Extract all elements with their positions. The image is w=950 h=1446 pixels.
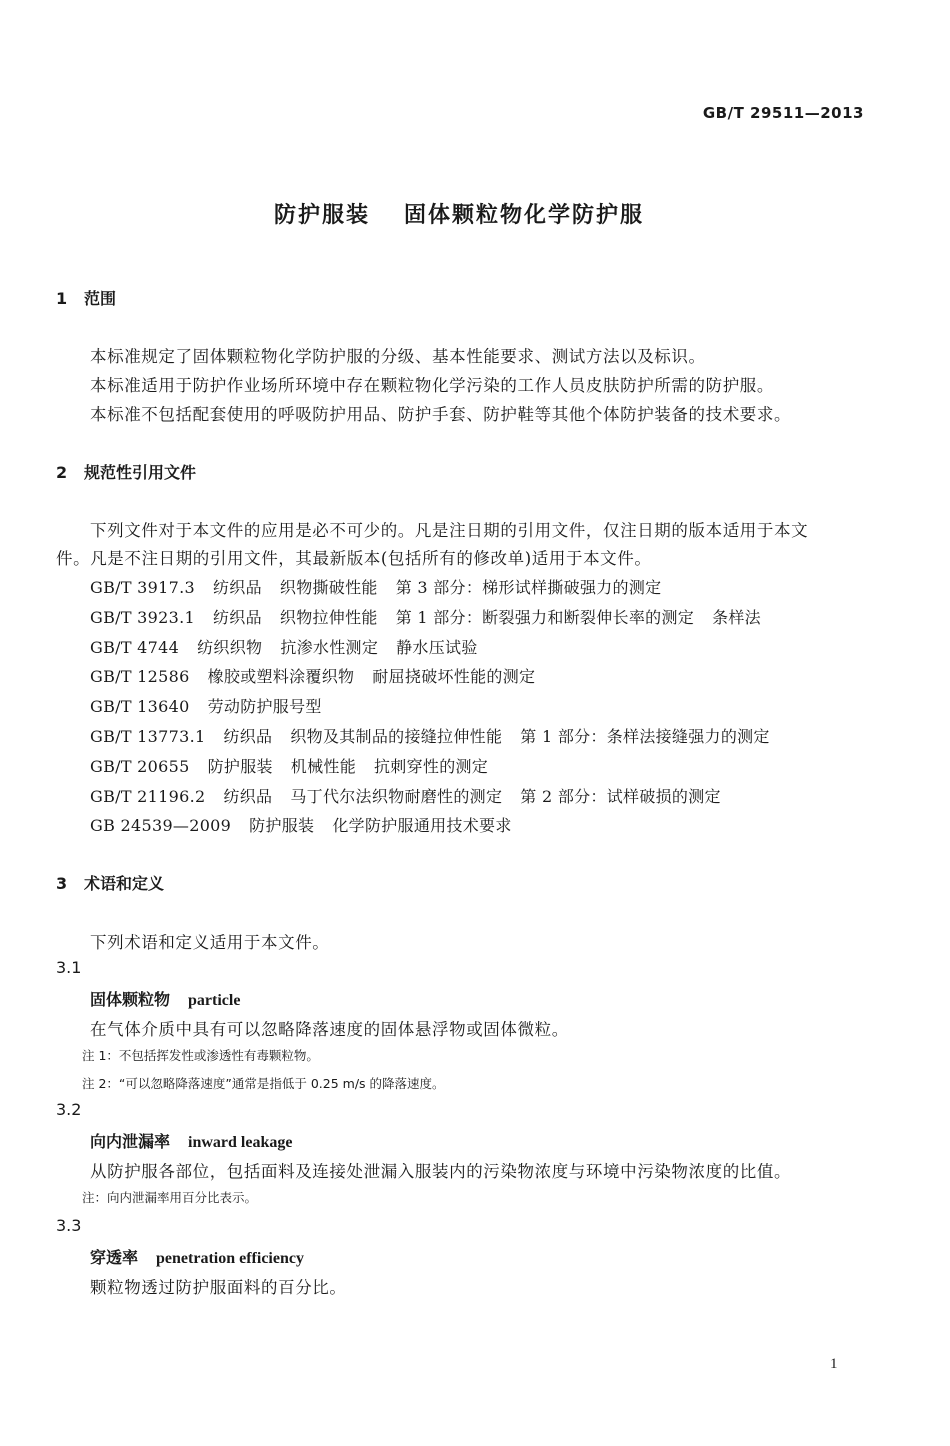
term-note: 注 2：“可以忽略降落速度”通常是指低于 0.25 m/s 的降落速度。 (82, 1076, 445, 1091)
section-2-number: 2 (56, 463, 68, 482)
term-definition: 从防护服各部位，包括面料及连接处泄漏入服装内的污染物浓度与环境中污染物浓度的比值。 (90, 1162, 792, 1181)
reference-title-part: 抗渗水性测定 (280, 637, 379, 657)
reference-title-part: 第 1 部分：断裂强力和断裂伸长率的测定 (395, 607, 695, 627)
term-definition: 在气体介质中具有可以忽略降落速度的固体悬浮物或固体微粒。 (90, 1020, 569, 1039)
reference-code: GB/T 13773.1 (90, 727, 206, 746)
reference-item (90, 694, 322, 717)
section-3-heading (56, 871, 164, 894)
reference-title-part: 橡胶或塑料涂覆织物 (207, 667, 355, 687)
term-number: 3.1 (56, 958, 82, 977)
reference-title-part: 织物及其制品的接缝拉伸性能 (290, 727, 503, 746)
section-2-title: 规范性引用文件 (84, 463, 197, 482)
reference-code: GB/T 12586 (90, 667, 190, 687)
reference-title-part: 第 3 部分：梯形试样撕破强力的测定 (395, 578, 662, 597)
reference-title-part: 第 1 部分：条样法接缝强力的测定 (520, 727, 770, 746)
reference-item (90, 664, 535, 687)
reference-title-part: 织物拉伸性能 (279, 607, 378, 627)
document-title (0, 198, 918, 229)
term-number: 3.2 (56, 1100, 82, 1119)
term-en: particle (188, 992, 241, 1009)
reference-title-part: 耐屈挠破坏性能的测定 (372, 667, 536, 687)
reference-item (90, 813, 512, 836)
section-2-intro-cont: 件。凡是不注日期的引用文件，其最新版本(包括所有的修改单)适用于本文件。 (56, 549, 652, 568)
reference-title-part: 化学防护服通用技术要求 (332, 816, 512, 836)
section-3-title: 术语和定义 (84, 874, 165, 893)
section-3-number: 3 (56, 874, 68, 893)
reference-title-part: 纺织品 (223, 727, 273, 746)
reference-title-part: 防护服装 (249, 816, 315, 836)
reference-title-part: 机械性能 (290, 756, 356, 776)
reference-code: GB/T 3923.1 (90, 607, 195, 627)
reference-code: GB/T 13640 (90, 697, 190, 717)
reference-item (90, 724, 770, 747)
title-sub: 固体颗粒物化学防护服 (404, 203, 645, 228)
reference-title-part: 织物撕破性能 (279, 578, 378, 597)
section-1-para: 本标准适用于防护作业场所环境中存在颗粒物化学污染的工作人员皮肤防护所需的防护服。 (90, 376, 774, 395)
section-1-para: 本标准不包括配套使用的呼吸防护用品、防护手套、防护鞋等其他个体防护装备的技术要求。 (90, 405, 792, 424)
reference-title-part: 纺织品 (223, 786, 273, 806)
reference-title-part: 马丁代尔法织物耐磨性的测定 (290, 786, 503, 806)
reference-title-part: 静水压试验 (396, 637, 478, 657)
page-number: 1 (830, 1356, 838, 1372)
term-heading (90, 1245, 304, 1268)
reference-title-part: 纺织品 (212, 607, 262, 627)
term-note: 注：向内泄漏率用百分比表示。 (82, 1190, 258, 1205)
section-1-para: 本标准规定了固体颗粒物化学防护服的分级、基本性能要求、测试方法以及标识。 (90, 347, 706, 366)
term-en: inward leakage (188, 1134, 293, 1151)
reference-code: GB/T 21196.2 (90, 786, 206, 806)
section-2-intro: 下列文件对于本文件的应用是必不可少的。凡是注日期的引用文件，仅注日期的版本适用于本文 (90, 521, 809, 540)
reference-title-part: 纺织品 (212, 578, 262, 597)
section-3-intro: 下列术语和定义适用于本文件。 (90, 933, 330, 952)
reference-title-part: 第 2 部分：试样破损的测定 (520, 786, 721, 806)
section-1-title: 范围 (84, 289, 117, 308)
reference-code: GB 24539—2009 (90, 816, 232, 836)
section-2-heading (56, 460, 196, 483)
term-number: 3.3 (56, 1216, 82, 1235)
reference-item (90, 754, 488, 777)
term-en: penetration efficiency (156, 1250, 304, 1267)
term-zh: 穿透率 (90, 1248, 139, 1267)
reference-code: GB/T 4744 (90, 637, 180, 657)
reference-code: GB/T 20655 (90, 756, 190, 776)
term-note: 注 1：不包括挥发性或渗透性有毒颗粒物。 (82, 1048, 319, 1063)
reference-code: GB/T 3917.3 (90, 578, 195, 597)
reference-item (90, 635, 478, 658)
reference-title-part: 劳动防护服号型 (207, 697, 322, 717)
reference-title-part: 条样法 (712, 607, 761, 627)
reference-item (90, 784, 721, 807)
reference-title-part: 抗刺穿性的测定 (374, 756, 489, 776)
standard-number: GB/T 29511—2013 (702, 104, 864, 122)
term-heading (90, 987, 240, 1010)
reference-title-part: 纺织织物 (197, 637, 263, 657)
term-zh: 固体颗粒物 (90, 990, 171, 1009)
reference-item (90, 605, 761, 628)
reference-title-part: 防护服装 (207, 756, 273, 776)
section-1-heading (56, 286, 116, 309)
term-definition: 颗粒物透过防护服面料的百分比。 (90, 1278, 347, 1297)
term-zh: 向内泄漏率 (90, 1132, 171, 1151)
section-1-number: 1 (56, 289, 68, 308)
term-heading (90, 1129, 292, 1152)
reference-item (90, 575, 661, 598)
title-main: 防护服装 (273, 203, 370, 228)
